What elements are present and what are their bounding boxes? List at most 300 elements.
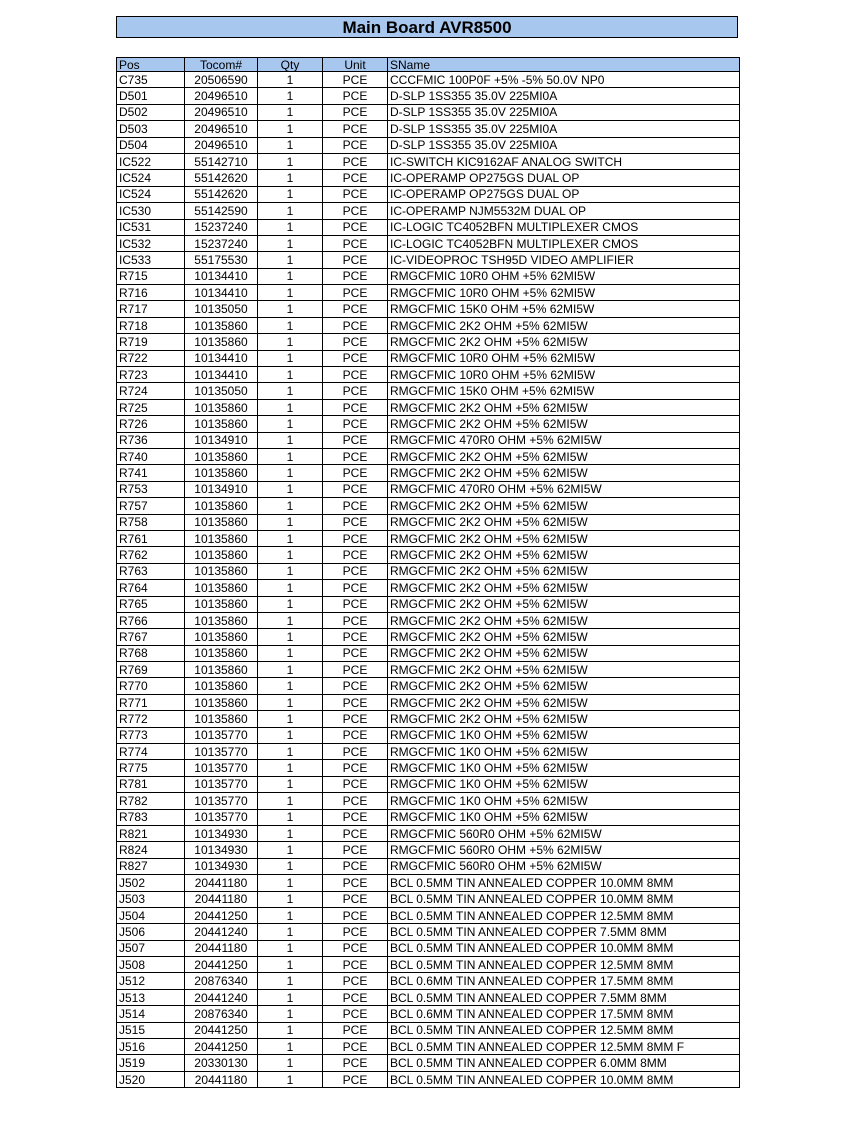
- cell-sname: BCL 0.6MM TIN ANNEALED COPPER 17.5MM 8MM: [388, 973, 740, 989]
- cell-unit: PCE: [323, 776, 388, 792]
- cell-qty: 1: [258, 645, 323, 661]
- cell-sname: CCCFMIC 100P0F +5% -5% 50.0V NP0: [388, 72, 740, 88]
- cell-tocom: 10134930: [185, 858, 258, 874]
- cell-unit: PCE: [323, 350, 388, 366]
- cell-unit: PCE: [323, 547, 388, 563]
- cell-qty: 1: [258, 694, 323, 710]
- table-row: [117, 678, 740, 694]
- cell-pos: R758: [117, 514, 185, 530]
- cell-tocom: 20441180: [185, 891, 258, 907]
- cell-tocom: 10135860: [185, 563, 258, 579]
- cell-tocom: 15237240: [185, 219, 258, 235]
- cell-unit: PCE: [323, 793, 388, 809]
- cell-tocom: 55142710: [185, 153, 258, 169]
- table-row: [117, 285, 740, 301]
- cell-qty: 1: [258, 907, 323, 923]
- cell-pos: J512: [117, 973, 185, 989]
- cell-pos: J516: [117, 1039, 185, 1055]
- cell-tocom: 10134910: [185, 481, 258, 497]
- table-row: [117, 662, 740, 678]
- header-unit: Unit: [323, 58, 388, 72]
- table-row: [117, 580, 740, 596]
- cell-pos: J506: [117, 924, 185, 940]
- cell-unit: PCE: [323, 1039, 388, 1055]
- cell-tocom: 10135770: [185, 744, 258, 760]
- cell-qty: 1: [258, 301, 323, 317]
- cell-qty: 1: [258, 530, 323, 546]
- cell-pos: R723: [117, 367, 185, 383]
- cell-qty: 1: [258, 1022, 323, 1038]
- table-row: [117, 793, 740, 809]
- cell-pos: R715: [117, 268, 185, 284]
- cell-tocom: 20330130: [185, 1055, 258, 1071]
- cell-sname: BCL 0.5MM TIN ANNEALED COPPER 10.0MM 8MM: [388, 1071, 740, 1087]
- cell-qty: 1: [258, 612, 323, 628]
- cell-pos: IC522: [117, 153, 185, 169]
- cell-tocom: 20876340: [185, 973, 258, 989]
- cell-unit: PCE: [323, 104, 388, 120]
- cell-sname: RMGCFMIC 1K0 OHM +5% 62MI5W: [388, 793, 740, 809]
- cell-qty: 1: [258, 350, 323, 366]
- cell-sname: IC-OPERAMP OP275GS DUAL OP: [388, 186, 740, 202]
- cell-qty: 1: [258, 744, 323, 760]
- cell-pos: R736: [117, 432, 185, 448]
- cell-pos: J514: [117, 1006, 185, 1022]
- cell-pos: R771: [117, 694, 185, 710]
- cell-qty: 1: [258, 547, 323, 563]
- cell-pos: R765: [117, 596, 185, 612]
- cell-unit: PCE: [323, 481, 388, 497]
- cell-sname: RMGCFMIC 2K2 OHM +5% 62MI5W: [388, 662, 740, 678]
- cell-tocom: 10135770: [185, 793, 258, 809]
- table-row: [117, 924, 740, 940]
- cell-sname: BCL 0.5MM TIN ANNEALED COPPER 6.0MM 8MM: [388, 1055, 740, 1071]
- cell-pos: IC533: [117, 252, 185, 268]
- table-body: [117, 72, 740, 1088]
- table-row: [117, 104, 740, 120]
- cell-sname: BCL 0.5MM TIN ANNEALED COPPER 12.5MM 8MM F: [388, 1039, 740, 1055]
- cell-tocom: 10135770: [185, 727, 258, 743]
- cell-unit: PCE: [323, 563, 388, 579]
- cell-sname: RMGCFMIC 2K2 OHM +5% 62MI5W: [388, 498, 740, 514]
- cell-qty: 1: [258, 809, 323, 825]
- cell-sname: RMGCFMIC 2K2 OHM +5% 62MI5W: [388, 530, 740, 546]
- table-row: [117, 891, 740, 907]
- cell-pos: IC532: [117, 235, 185, 251]
- cell-tocom: 20441240: [185, 989, 258, 1005]
- table-row: [117, 596, 740, 612]
- cell-unit: PCE: [323, 842, 388, 858]
- cell-pos: R725: [117, 399, 185, 415]
- cell-unit: PCE: [323, 186, 388, 202]
- cell-qty: 1: [258, 629, 323, 645]
- cell-tocom: 10135860: [185, 612, 258, 628]
- cell-unit: PCE: [323, 957, 388, 973]
- table-row: [117, 629, 740, 645]
- cell-unit: PCE: [323, 1071, 388, 1087]
- cell-tocom: 10135860: [185, 334, 258, 350]
- cell-tocom: 55142620: [185, 170, 258, 186]
- table-row: [117, 1055, 740, 1071]
- cell-tocom: 10135860: [185, 678, 258, 694]
- cell-qty: 1: [258, 858, 323, 874]
- cell-tocom: 10135860: [185, 530, 258, 546]
- table-row: [117, 514, 740, 530]
- cell-unit: PCE: [323, 383, 388, 399]
- cell-unit: PCE: [323, 170, 388, 186]
- cell-tocom: 20441180: [185, 1071, 258, 1087]
- cell-sname: RMGCFMIC 560R0 OHM +5% 62MI5W: [388, 842, 740, 858]
- cell-unit: PCE: [323, 891, 388, 907]
- cell-qty: 1: [258, 875, 323, 891]
- cell-pos: R764: [117, 580, 185, 596]
- cell-pos: J513: [117, 989, 185, 1005]
- cell-sname: RMGCFMIC 2K2 OHM +5% 62MI5W: [388, 694, 740, 710]
- cell-pos: C735: [117, 72, 185, 88]
- cell-sname: RMGCFMIC 15K0 OHM +5% 62MI5W: [388, 383, 740, 399]
- cell-qty: 1: [258, 760, 323, 776]
- cell-qty: 1: [258, 678, 323, 694]
- cell-pos: R740: [117, 448, 185, 464]
- cell-unit: PCE: [323, 1022, 388, 1038]
- cell-sname: D-SLP 1SS355 35.0V 225MI0A: [388, 137, 740, 153]
- cell-qty: 1: [258, 662, 323, 678]
- cell-tocom: 10135050: [185, 383, 258, 399]
- cell-qty: 1: [258, 1006, 323, 1022]
- cell-sname: IC-VIDEOPROC TSH95D VIDEO AMPLIFIER: [388, 252, 740, 268]
- cell-qty: 1: [258, 514, 323, 530]
- cell-tocom: 10135860: [185, 514, 258, 530]
- cell-pos: R781: [117, 776, 185, 792]
- cell-pos: J515: [117, 1022, 185, 1038]
- cell-pos: R782: [117, 793, 185, 809]
- table-row: [117, 268, 740, 284]
- cell-tocom: 10135860: [185, 580, 258, 596]
- cell-sname: BCL 0.6MM TIN ANNEALED COPPER 17.5MM 8MM: [388, 1006, 740, 1022]
- cell-unit: PCE: [323, 580, 388, 596]
- cell-tocom: 10135860: [185, 399, 258, 415]
- table-row: [117, 711, 740, 727]
- page-title: Main Board AVR8500: [116, 16, 738, 38]
- cell-sname: RMGCFMIC 470R0 OHM +5% 62MI5W: [388, 432, 740, 448]
- cell-sname: RMGCFMIC 1K0 OHM +5% 62MI5W: [388, 760, 740, 776]
- table-row: [117, 153, 740, 169]
- cell-unit: PCE: [323, 416, 388, 432]
- table-row: [117, 563, 740, 579]
- table-row: [117, 235, 740, 251]
- cell-tocom: 20496510: [185, 121, 258, 137]
- cell-qty: 1: [258, 367, 323, 383]
- header-qty: Qty: [258, 58, 323, 72]
- table-row: [117, 973, 740, 989]
- cell-pos: R724: [117, 383, 185, 399]
- cell-unit: PCE: [323, 924, 388, 940]
- table-row: [117, 809, 740, 825]
- cell-pos: J504: [117, 907, 185, 923]
- cell-sname: RMGCFMIC 2K2 OHM +5% 62MI5W: [388, 317, 740, 333]
- cell-qty: 1: [258, 153, 323, 169]
- cell-tocom: 10134410: [185, 285, 258, 301]
- cell-tocom: 10135860: [185, 448, 258, 464]
- cell-unit: PCE: [323, 399, 388, 415]
- cell-qty: 1: [258, 580, 323, 596]
- table-row: [117, 940, 740, 956]
- cell-tocom: 10135860: [185, 416, 258, 432]
- table-row: [117, 350, 740, 366]
- cell-sname: RMGCFMIC 2K2 OHM +5% 62MI5W: [388, 399, 740, 415]
- cell-qty: 1: [258, 989, 323, 1005]
- cell-qty: 1: [258, 219, 323, 235]
- parts-table: [116, 57, 740, 1088]
- cell-pos: R774: [117, 744, 185, 760]
- cell-tocom: 10135860: [185, 498, 258, 514]
- cell-unit: PCE: [323, 940, 388, 956]
- table-row: [117, 72, 740, 88]
- cell-tocom: 10134910: [185, 432, 258, 448]
- cell-unit: PCE: [323, 285, 388, 301]
- cell-sname: IC-LOGIC TC4052BFN MULTIPLEXER CMOS: [388, 235, 740, 251]
- cell-unit: PCE: [323, 612, 388, 628]
- table-row: [117, 875, 740, 891]
- cell-qty: 1: [258, 88, 323, 104]
- cell-pos: R762: [117, 547, 185, 563]
- cell-qty: 1: [258, 973, 323, 989]
- cell-qty: 1: [258, 498, 323, 514]
- cell-unit: PCE: [323, 203, 388, 219]
- cell-tocom: 20441250: [185, 907, 258, 923]
- cell-tocom: 10134410: [185, 350, 258, 366]
- cell-tocom: 10135860: [185, 645, 258, 661]
- cell-sname: RMGCFMIC 2K2 OHM +5% 62MI5W: [388, 612, 740, 628]
- cell-qty: 1: [258, 186, 323, 202]
- cell-pos: J502: [117, 875, 185, 891]
- cell-unit: PCE: [323, 465, 388, 481]
- cell-pos: J508: [117, 957, 185, 973]
- cell-unit: PCE: [323, 334, 388, 350]
- cell-sname: RMGCFMIC 560R0 OHM +5% 62MI5W: [388, 825, 740, 841]
- cell-qty: 1: [258, 1039, 323, 1055]
- cell-unit: PCE: [323, 498, 388, 514]
- cell-tocom: 10135770: [185, 760, 258, 776]
- table-header-row: [117, 58, 740, 72]
- table-row: [117, 547, 740, 563]
- cell-qty: 1: [258, 727, 323, 743]
- cell-sname: RMGCFMIC 2K2 OHM +5% 62MI5W: [388, 334, 740, 350]
- cell-tocom: 20441250: [185, 1039, 258, 1055]
- cell-unit: PCE: [323, 711, 388, 727]
- cell-unit: PCE: [323, 694, 388, 710]
- cell-pos: R717: [117, 301, 185, 317]
- cell-qty: 1: [258, 399, 323, 415]
- cell-qty: 1: [258, 596, 323, 612]
- table-row: [117, 842, 740, 858]
- cell-pos: IC530: [117, 203, 185, 219]
- cell-sname: IC-OPERAMP OP275GS DUAL OP: [388, 170, 740, 186]
- cell-sname: RMGCFMIC 10R0 OHM +5% 62MI5W: [388, 367, 740, 383]
- cell-qty: 1: [258, 465, 323, 481]
- table-row: [117, 203, 740, 219]
- cell-pos: R767: [117, 629, 185, 645]
- table-row: [117, 399, 740, 415]
- cell-unit: PCE: [323, 530, 388, 546]
- cell-sname: RMGCFMIC 1K0 OHM +5% 62MI5W: [388, 744, 740, 760]
- cell-qty: 1: [258, 104, 323, 120]
- table-row: [117, 694, 740, 710]
- cell-unit: PCE: [323, 629, 388, 645]
- cell-qty: 1: [258, 416, 323, 432]
- cell-pos: J507: [117, 940, 185, 956]
- cell-unit: PCE: [323, 989, 388, 1005]
- cell-qty: 1: [258, 793, 323, 809]
- cell-pos: R722: [117, 350, 185, 366]
- table-row: [117, 776, 740, 792]
- cell-unit: PCE: [323, 907, 388, 923]
- cell-sname: BCL 0.5MM TIN ANNEALED COPPER 10.0MM 8MM: [388, 875, 740, 891]
- cell-pos: R716: [117, 285, 185, 301]
- cell-pos: D504: [117, 137, 185, 153]
- cell-qty: 1: [258, 203, 323, 219]
- cell-unit: PCE: [323, 760, 388, 776]
- cell-tocom: 20441250: [185, 957, 258, 973]
- cell-tocom: 55175530: [185, 252, 258, 268]
- cell-pos: R757: [117, 498, 185, 514]
- cell-sname: RMGCFMIC 470R0 OHM +5% 62MI5W: [388, 481, 740, 497]
- cell-tocom: 20441240: [185, 924, 258, 940]
- table-row: [117, 1006, 740, 1022]
- cell-unit: PCE: [323, 219, 388, 235]
- cell-tocom: 20441180: [185, 875, 258, 891]
- cell-tocom: 10134410: [185, 367, 258, 383]
- cell-qty: 1: [258, 317, 323, 333]
- table-row: [117, 907, 740, 923]
- cell-unit: PCE: [323, 678, 388, 694]
- cell-sname: BCL 0.5MM TIN ANNEALED COPPER 12.5MM 8MM: [388, 1022, 740, 1038]
- cell-sname: RMGCFMIC 1K0 OHM +5% 62MI5W: [388, 809, 740, 825]
- cell-unit: PCE: [323, 301, 388, 317]
- table-row: [117, 170, 740, 186]
- cell-pos: IC524: [117, 170, 185, 186]
- cell-tocom: 20441250: [185, 1022, 258, 1038]
- cell-tocom: 10135860: [185, 317, 258, 333]
- table-row: [117, 481, 740, 497]
- cell-qty: 1: [258, 432, 323, 448]
- table-row: [117, 727, 740, 743]
- cell-qty: 1: [258, 285, 323, 301]
- table-row: [117, 416, 740, 432]
- cell-unit: PCE: [323, 448, 388, 464]
- table-row: [117, 317, 740, 333]
- table-row: [117, 1071, 740, 1087]
- header-tocom: Tocom#: [185, 58, 258, 72]
- cell-sname: D-SLP 1SS355 35.0V 225MI0A: [388, 104, 740, 120]
- cell-qty: 1: [258, 448, 323, 464]
- cell-tocom: 15237240: [185, 235, 258, 251]
- cell-sname: RMGCFMIC 2K2 OHM +5% 62MI5W: [388, 629, 740, 645]
- table-row: [117, 858, 740, 874]
- cell-sname: BCL 0.5MM TIN ANNEALED COPPER 10.0MM 8MM: [388, 891, 740, 907]
- cell-qty: 1: [258, 235, 323, 251]
- cell-sname: RMGCFMIC 1K0 OHM +5% 62MI5W: [388, 727, 740, 743]
- cell-unit: PCE: [323, 268, 388, 284]
- cell-unit: PCE: [323, 137, 388, 153]
- cell-qty: 1: [258, 711, 323, 727]
- cell-tocom: 20506590: [185, 72, 258, 88]
- cell-unit: PCE: [323, 973, 388, 989]
- cell-sname: BCL 0.5MM TIN ANNEALED COPPER 12.5MM 8MM: [388, 907, 740, 923]
- cell-tocom: 10134930: [185, 842, 258, 858]
- cell-tocom: 20496510: [185, 137, 258, 153]
- cell-qty: 1: [258, 940, 323, 956]
- cell-tocom: 20496510: [185, 88, 258, 104]
- cell-unit: PCE: [323, 875, 388, 891]
- cell-pos: J520: [117, 1071, 185, 1087]
- cell-sname: RMGCFMIC 15K0 OHM +5% 62MI5W: [388, 301, 740, 317]
- cell-sname: RMGCFMIC 2K2 OHM +5% 62MI5W: [388, 596, 740, 612]
- table-row: [117, 301, 740, 317]
- cell-sname: RMGCFMIC 2K2 OHM +5% 62MI5W: [388, 645, 740, 661]
- cell-sname: IC-SWITCH KIC9162AF ANALOG SWITCH: [388, 153, 740, 169]
- cell-qty: 1: [258, 825, 323, 841]
- cell-pos: R763: [117, 563, 185, 579]
- cell-pos: R719: [117, 334, 185, 350]
- table-row: [117, 1039, 740, 1055]
- cell-qty: 1: [258, 924, 323, 940]
- cell-unit: PCE: [323, 252, 388, 268]
- table-row: [117, 88, 740, 104]
- cell-unit: PCE: [323, 662, 388, 678]
- cell-pos: R741: [117, 465, 185, 481]
- cell-tocom: 55142590: [185, 203, 258, 219]
- cell-pos: R761: [117, 530, 185, 546]
- cell-sname: RMGCFMIC 2K2 OHM +5% 62MI5W: [388, 465, 740, 481]
- cell-pos: R775: [117, 760, 185, 776]
- cell-pos: R773: [117, 727, 185, 743]
- cell-pos: R772: [117, 711, 185, 727]
- cell-pos: IC531: [117, 219, 185, 235]
- cell-pos: R827: [117, 858, 185, 874]
- table-row: [117, 989, 740, 1005]
- cell-unit: PCE: [323, 825, 388, 841]
- cell-sname: RMGCFMIC 2K2 OHM +5% 62MI5W: [388, 547, 740, 563]
- cell-tocom: 10135860: [185, 465, 258, 481]
- cell-qty: 1: [258, 252, 323, 268]
- table-row: [117, 383, 740, 399]
- cell-qty: 1: [258, 1071, 323, 1087]
- cell-unit: PCE: [323, 235, 388, 251]
- cell-unit: PCE: [323, 858, 388, 874]
- cell-unit: PCE: [323, 596, 388, 612]
- cell-tocom: 10135050: [185, 301, 258, 317]
- cell-sname: RMGCFMIC 1K0 OHM +5% 62MI5W: [388, 776, 740, 792]
- cell-tocom: 10135860: [185, 711, 258, 727]
- table-row: [117, 498, 740, 514]
- table-row: [117, 121, 740, 137]
- cell-sname: IC-LOGIC TC4052BFN MULTIPLEXER CMOS: [388, 219, 740, 235]
- cell-tocom: 10135860: [185, 629, 258, 645]
- cell-unit: PCE: [323, 432, 388, 448]
- cell-unit: PCE: [323, 727, 388, 743]
- cell-tocom: 10135770: [185, 776, 258, 792]
- cell-unit: PCE: [323, 1055, 388, 1071]
- table-row: [117, 957, 740, 973]
- table-row: [117, 367, 740, 383]
- cell-pos: R753: [117, 481, 185, 497]
- header-sname: SName: [388, 58, 740, 72]
- cell-tocom: 20441180: [185, 940, 258, 956]
- cell-pos: D501: [117, 88, 185, 104]
- table-row: [117, 137, 740, 153]
- cell-sname: RMGCFMIC 2K2 OHM +5% 62MI5W: [388, 514, 740, 530]
